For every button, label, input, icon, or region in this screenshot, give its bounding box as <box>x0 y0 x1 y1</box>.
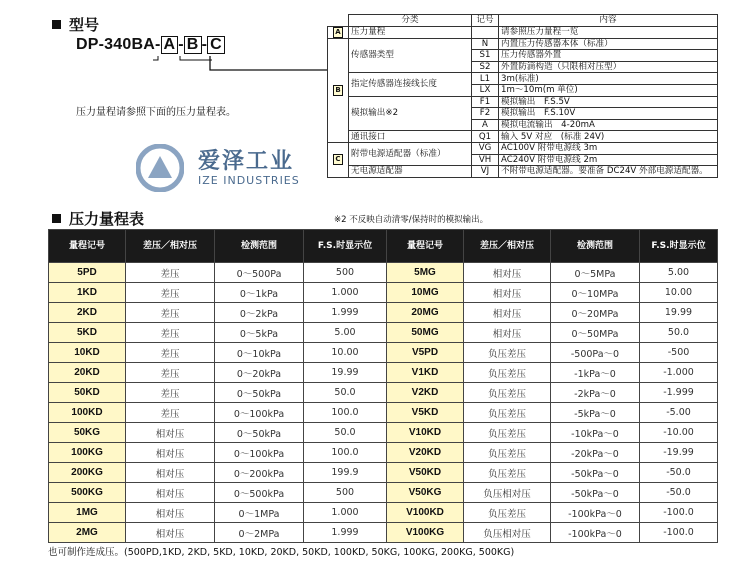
spec-header-row <box>328 15 718 27</box>
spec-content: 模拟输出 F.S.5V <box>499 96 718 108</box>
range-code-cell: 10KD <box>49 343 126 363</box>
fs-display-cell: 1.999 <box>304 523 387 543</box>
spec-code: N <box>472 38 499 50</box>
spec-row <box>328 96 718 108</box>
pressure-type-cell: 相对压 <box>126 483 215 503</box>
group-label-b: B <box>333 85 343 96</box>
pressure-type-cell: 相对压 <box>464 283 551 303</box>
spec-code: S2 <box>472 61 499 73</box>
detect-range-cell: 0～2MPa <box>215 523 304 543</box>
fs-display-cell: 50.0 <box>304 423 387 443</box>
detect-range-cell: 0～10kPa <box>215 343 304 363</box>
pressure-type-cell: 相对压 <box>126 443 215 463</box>
spec-row <box>328 73 718 85</box>
fs-display-cell: 1.000 <box>304 283 387 303</box>
detect-range-cell: 0～20kPa <box>215 363 304 383</box>
range-code-cell: 10MG <box>387 283 464 303</box>
range-code-cell: 50KD <box>49 383 126 403</box>
spec-content: 输入 5V 对应 (标准 24V) <box>499 131 718 143</box>
detect-range-cell: -500Pa～0 <box>551 343 640 363</box>
spec-code: S1 <box>472 50 499 62</box>
detect-range-cell: 0～50kPa <box>215 423 304 443</box>
bullet-square-icon <box>52 214 61 223</box>
logo-en: IZE INDUSTRIES <box>198 174 300 187</box>
spec-content: 模拟输出 F.S.10V <box>499 108 718 120</box>
header-fs-display: F.S.时显示位 <box>304 230 387 263</box>
header-detect-range-2: 检测范围 <box>551 230 640 263</box>
fs-display-cell: -50.0 <box>640 463 718 483</box>
range-code-cell: V1KD <box>387 363 464 383</box>
pressure-type-cell: 负压差压 <box>464 403 551 423</box>
range-code-cell: 50KG <box>49 423 126 443</box>
spec-content: 1m～10m(m 单位) <box>499 84 718 96</box>
spec-header-code: 记号 <box>472 15 499 27</box>
range-code-cell: V5KD <box>387 403 464 423</box>
spec-table <box>327 14 718 178</box>
pressure-type-cell: 相对压 <box>464 303 551 323</box>
range-code-cell: 1MG <box>49 503 126 523</box>
table-row <box>49 503 718 523</box>
detect-range-cell: 0～500Pa <box>215 263 304 283</box>
fs-display-cell: -19.99 <box>640 443 718 463</box>
spec-code: VG <box>472 142 499 154</box>
spec-code: F1 <box>472 96 499 108</box>
spec-category: 模拟输出※2 <box>349 96 472 131</box>
spec-code: Q1 <box>472 131 499 143</box>
spec-content: 不附带电源适配器。要准备 DC24V 外部电源适配器。 <box>499 166 718 178</box>
table-row <box>49 343 718 363</box>
bullet-square-icon <box>52 20 61 29</box>
detect-range-cell: -100kPa～0 <box>551 503 640 523</box>
spec-header-category: 分类 <box>349 15 472 27</box>
detect-range-cell: -50kPa～0 <box>551 483 640 503</box>
header-detect-range: 检测范围 <box>215 230 304 263</box>
pressure-type-cell: 差压 <box>126 283 215 303</box>
table-row <box>49 423 718 443</box>
detect-range-cell: -5kPa～0 <box>551 403 640 423</box>
detect-range-cell: -50kPa～0 <box>551 463 640 483</box>
pressure-type-cell: 相对压 <box>126 523 215 543</box>
spec-content: 压力传感器外置 <box>499 50 718 62</box>
detect-range-cell: 0～200kPa <box>215 463 304 483</box>
range-code-cell: 5KD <box>49 323 126 343</box>
spec-content: 模拟电流输出 4-20mA <box>499 119 718 131</box>
header-fs-display-2: F.S.时显示位 <box>640 230 718 263</box>
detect-range-cell: 0～100kPa <box>215 443 304 463</box>
table-row <box>49 323 718 343</box>
spec-row <box>328 166 718 178</box>
spec-content: AC100V 附带电源线 3m <box>499 142 718 154</box>
fs-display-cell: 5.00 <box>304 323 387 343</box>
range-code-cell: V50KG <box>387 483 464 503</box>
table-row <box>49 363 718 383</box>
spec-content: 内置压力传感器本体（标准） <box>499 38 718 50</box>
range-code-cell: V2KD <box>387 383 464 403</box>
detect-range-cell: -20kPa～0 <box>551 443 640 463</box>
header-range-code: 量程记号 <box>49 230 126 263</box>
spec-row <box>328 131 718 143</box>
range-code-cell: 1KD <box>49 283 126 303</box>
detect-range-cell: 0～500kPa <box>215 483 304 503</box>
fs-display-cell: 500 <box>304 483 387 503</box>
header-pressure-type: 差压／相对压 <box>126 230 215 263</box>
range-code-cell: V100KD <box>387 503 464 523</box>
spec-category: 附带电源适配器（标准） <box>349 142 472 165</box>
range-code-cell: 20MG <box>387 303 464 323</box>
range-code-cell: V20KD <box>387 443 464 463</box>
fs-display-cell: 100.0 <box>304 443 387 463</box>
fs-display-cell: -5.00 <box>640 403 718 423</box>
spec-category: 通讯接口 <box>349 131 472 143</box>
range-header-row <box>49 230 718 263</box>
spec-code: VJ <box>472 166 499 178</box>
spec-category: 无电源适配器 <box>349 166 472 178</box>
range-code-cell: V5PD <box>387 343 464 363</box>
pressure-type-cell: 相对压 <box>464 323 551 343</box>
detect-range-cell: -1kPa～0 <box>551 363 640 383</box>
spec-category: 传感器类型 <box>349 38 472 73</box>
range-note: 压力量程请参照下面的压力量程表。 <box>76 107 236 118</box>
header-range-code-2: 量程记号 <box>387 230 464 263</box>
fs-display-cell: -1.999 <box>640 383 718 403</box>
fs-display-cell: -100.0 <box>640 523 718 543</box>
slot-a: A <box>161 36 179 54</box>
logo-emblem-icon <box>136 144 184 192</box>
range-code-cell: V100KG <box>387 523 464 543</box>
spec-content: 请参照压力量程一览 <box>499 26 718 38</box>
fs-display-cell: 100.0 <box>304 403 387 423</box>
pointer-arrow-icon <box>150 52 350 82</box>
detect-range-cell: 0～20MPa <box>551 303 640 323</box>
pressure-type-cell: 差压 <box>126 383 215 403</box>
spec-row <box>328 38 718 50</box>
spec-content: 3m(标准) <box>499 73 718 85</box>
range-code-cell: V50KD <box>387 463 464 483</box>
spec-row <box>328 142 718 154</box>
pressure-type-cell: 负压差压 <box>464 383 551 403</box>
range-heading: 压力量程表 <box>52 208 144 229</box>
detect-range-cell: 0～50kPa <box>215 383 304 403</box>
spec-content: AC240V 附带电源线 2m <box>499 154 718 166</box>
range-code-cell: V10KD <box>387 423 464 443</box>
pressure-type-cell: 负压差压 <box>464 503 551 523</box>
spec-row <box>328 26 718 38</box>
range-code-cell: 5MG <box>387 263 464 283</box>
pressure-type-cell: 负压相对压 <box>464 523 551 543</box>
detect-range-cell: 0～50MPa <box>551 323 640 343</box>
range-code-cell: 500KG <box>49 483 126 503</box>
fs-display-cell: 10.00 <box>304 343 387 363</box>
detect-range-cell: 0～1MPa <box>215 503 304 523</box>
pressure-type-cell: 负压差压 <box>464 443 551 463</box>
spec-code: F2 <box>472 108 499 120</box>
detect-range-cell: 0～10MPa <box>551 283 640 303</box>
range-code-cell: 20KD <box>49 363 126 383</box>
pressure-type-cell: 负压相对压 <box>464 483 551 503</box>
detect-range-cell: -2kPa～0 <box>551 383 640 403</box>
fs-display-cell: 10.00 <box>640 283 718 303</box>
spec-code: L1 <box>472 73 499 85</box>
pressure-type-cell: 负压差压 <box>464 423 551 443</box>
pressure-type-cell: 相对压 <box>464 263 551 283</box>
model-heading: 型号 <box>52 14 99 35</box>
fs-display-cell: 1.999 <box>304 303 387 323</box>
fs-display-cell: 5.00 <box>640 263 718 283</box>
header-pressure-type-2: 差压／相对压 <box>464 230 551 263</box>
detect-range-cell: 0～100kPa <box>215 403 304 423</box>
pressure-type-cell: 差压 <box>126 363 215 383</box>
spec-code: LX <box>472 84 499 96</box>
spec-content: 外置防滴构造（只限相对压型） <box>499 61 718 73</box>
fs-display-cell: 50.0 <box>640 323 718 343</box>
pressure-type-cell: 相对压 <box>126 423 215 443</box>
pressure-type-cell: 差压 <box>126 303 215 323</box>
table-row <box>49 483 718 503</box>
detect-range-cell: -10kPa～0 <box>551 423 640 443</box>
spec-header-content: 内容 <box>499 15 718 27</box>
fs-display-cell: -50.0 <box>640 483 718 503</box>
table-row <box>49 263 718 283</box>
range-code-cell: 50MG <box>387 323 464 343</box>
model-code: DP-340BA- A - B - C <box>76 36 225 54</box>
range-code-cell: 2MG <box>49 523 126 543</box>
detect-range-cell: 0～5kPa <box>215 323 304 343</box>
detect-range-cell: 0～2kPa <box>215 303 304 323</box>
spec-footnote: ※2 不反映自动清零/保持时的模拟输出。 <box>334 215 489 225</box>
company-logo <box>136 140 306 200</box>
detect-range-cell: 0～5MPa <box>551 263 640 283</box>
slot-c: C <box>207 36 225 54</box>
spec-code: VH <box>472 154 499 166</box>
pressure-type-cell: 差压 <box>126 343 215 363</box>
spec-category: 压力量程 <box>349 26 472 38</box>
fs-display-cell: 19.99 <box>640 303 718 323</box>
slot-b: B <box>184 36 202 54</box>
detect-range-cell: -100kPa～0 <box>551 523 640 543</box>
group-label-a: A <box>333 27 343 38</box>
fs-display-cell: 19.99 <box>304 363 387 383</box>
fs-display-cell: -100.0 <box>640 503 718 523</box>
spec-category: 指定传感器连接线长度 <box>349 73 472 96</box>
pressure-type-cell: 差压 <box>126 323 215 343</box>
pressure-type-cell: 相对压 <box>126 463 215 483</box>
logo-cn: 爱泽工业 <box>198 149 295 174</box>
spec-code: A <box>472 119 499 131</box>
detect-range-cell: 0～1kPa <box>215 283 304 303</box>
fs-display-cell: 199.9 <box>304 463 387 483</box>
fs-display-cell: 50.0 <box>304 383 387 403</box>
table-row <box>49 463 718 483</box>
group-label-c: C <box>333 154 343 165</box>
table-row <box>49 283 718 303</box>
spec-code <box>472 26 499 38</box>
range-code-cell: 5PD <box>49 263 126 283</box>
range-code-cell: 100KG <box>49 443 126 463</box>
fs-display-cell: -1.000 <box>640 363 718 383</box>
pressure-range-table <box>48 229 718 543</box>
table-row <box>49 303 718 323</box>
range-code-cell: 200KG <box>49 463 126 483</box>
pressure-type-cell: 差压 <box>126 263 215 283</box>
table-row <box>49 383 718 403</box>
pressure-type-cell: 差压 <box>126 403 215 423</box>
fs-display-cell: 500 <box>304 263 387 283</box>
pressure-type-cell: 负压差压 <box>464 463 551 483</box>
pressure-type-cell: 相对压 <box>126 503 215 523</box>
range-code-cell: 2KD <box>49 303 126 323</box>
fs-display-cell: -10.00 <box>640 423 718 443</box>
fs-display-cell: -500 <box>640 343 718 363</box>
table-row <box>49 403 718 423</box>
pressure-type-cell: 负压差压 <box>464 363 551 383</box>
range-footer: 也可制作连成压。(500PD,1KD, 2KD, 5KD, 10KD, 20KD, 50KD, 100KD, 50KG, 100KG, 200KG, 500KG) <box>48 547 515 558</box>
table-row <box>49 443 718 463</box>
pressure-type-cell: 负压差压 <box>464 343 551 363</box>
range-code-cell: 100KD <box>49 403 126 423</box>
fs-display-cell: 1.000 <box>304 503 387 523</box>
table-row <box>49 523 718 543</box>
